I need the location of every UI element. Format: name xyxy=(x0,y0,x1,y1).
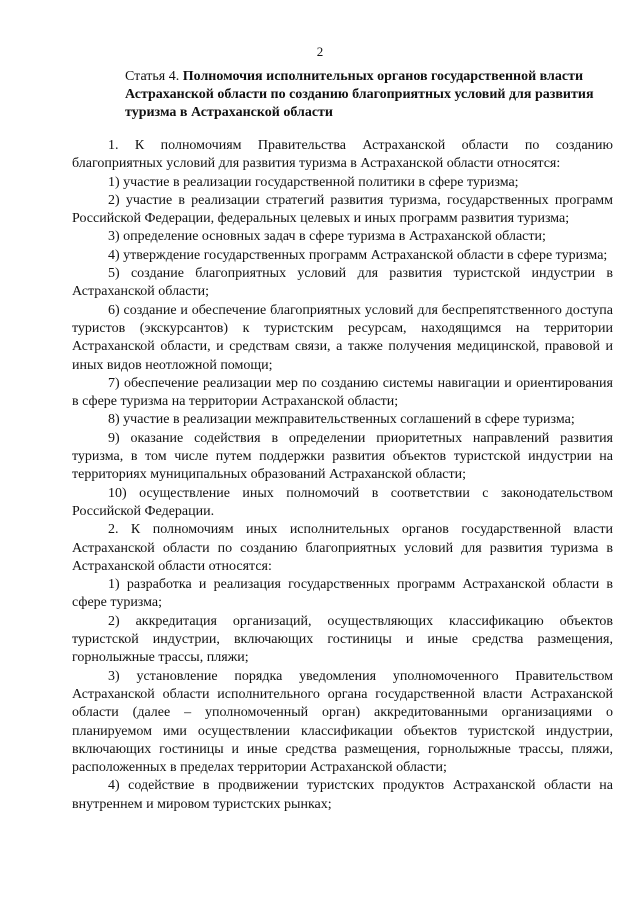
list-item: 3) установление порядка уведомления уполномоченного Правительством Астраханской области исполнительного органа государственной власти Астраханской области (далее – уполномоченный орган) аккредитованными организациями о планируемом ими осуществлении классификации объектов туристской индустрии, включающих гостиницы и иные средства размещения, горнолыжные трассы, пляжи, расположенных в пределах территории Астраханской области; xyxy=(72,668,613,776)
list-item: 8) участие в реализации межправительственных соглашений в сфере туризма; xyxy=(108,412,575,428)
list-item: 1) разработка и реализация государственных программ Астраханской области в сфере туризма; xyxy=(72,577,613,611)
list-item: 2) участие в реализации стратегий развития туризма, государственных программ Российской Федерации, федеральных целевых и иных программ развития туризма; xyxy=(72,192,613,227)
list-item: 3) определение основных задач в сфере туризма в Астраханской области; xyxy=(108,229,546,245)
list-item: 4) содействие в продвижении туристских продуктов Астраханской области на внутреннем и мировом туристских рынках; xyxy=(72,778,613,812)
list-item: 1) участие в реализации государственной политики в сфере туризма; xyxy=(108,174,519,190)
article-title: Полномочия исполнительных органов государственной власти Астраханской области по созданию благоприятных условий для развития туризма в Астраханской области xyxy=(125,69,594,120)
list-item: 9) оказание содействия в определении приоритетных направлений развития туризма, в том числе путем поддержки развития объектов туристской индустрии на территориях муниципальных образований Астраханской области; xyxy=(72,430,613,483)
paragraph-part-1-intro: 1. К полномочиям Правительства Астраханской области по созданию благоприятных условий для развития туризма в Астраханской области относятся: xyxy=(72,138,613,172)
paragraph-part-2-intro: 2. К полномочиям иных исполнительных органов государственной власти Астраханской области по созданию благоприятных условий для развития туризма в Астраханской области относятся: xyxy=(72,522,613,574)
list-item: 6) создание и обеспечение благоприятных условий для беспрепятственного доступа туристов (экскурсантов) к туристским ресурсам, находящимся на территории Астраханской области, и средствам связи, а также получения медицинской, правовой и иных видов неотложной помощи; xyxy=(72,302,613,373)
list-item: 2) аккредитация организаций, осуществляющих классификацию объектов туристской индустрии, включающих гостиницы и иные средства размещения, горнолыжные трассы, пляжи; xyxy=(72,613,613,666)
article-number: Статья 4. xyxy=(125,69,180,84)
list-item: 4) утверждение государственных программ Астраханской области в сфере туризма; xyxy=(108,247,608,263)
article-heading xyxy=(125,68,595,122)
page-number: 2 xyxy=(316,44,324,59)
article-body xyxy=(72,137,613,814)
list-item: 5) создание благоприятных условий для развития туристской индустрии в Астраханской области; xyxy=(72,266,613,300)
list-item: 10) осуществление иных полномочий в соответствии с законодательством Российской Федерации. xyxy=(72,485,613,519)
list-item: 7) обеспечение реализации мер по созданию системы навигации и ориентирования в сфере туризма на территории Астраханской области; xyxy=(72,375,613,410)
